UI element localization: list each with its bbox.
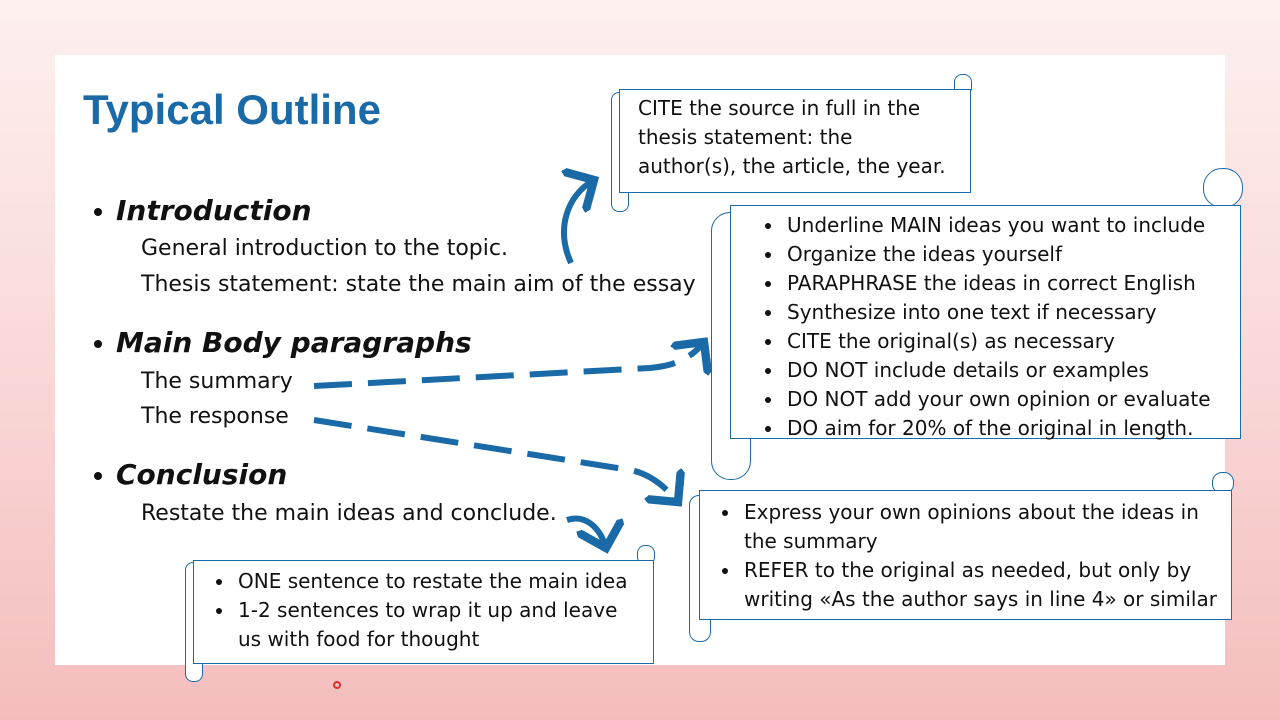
summary-item: CITE the original(s) as necessary: [761, 327, 1232, 356]
callout-summary: [730, 205, 1241, 439]
main-body-line-response: The response: [141, 404, 289, 429]
callout-response: [699, 490, 1232, 620]
arrow-conclusion-to-conclusion-callout: [567, 519, 606, 548]
arrow-response-to-response-callout: [314, 420, 678, 502]
arrow-summary-to-summary-callout: [314, 342, 704, 386]
summary-item: DO NOT add your own opinion or evaluate: [761, 385, 1232, 414]
callout-conclusion: [193, 560, 654, 664]
introduction-line-1: General introduction to the topic.: [141, 236, 508, 261]
summary-item: Organize the ideas yourself: [761, 240, 1232, 269]
callout-cite: [619, 89, 971, 193]
conclusion-list: [212, 567, 645, 654]
slide-title: Typical Outline: [83, 86, 381, 133]
conclusion-item: 1-2 sentences to wrap it up and leave us with food for thought: [212, 596, 645, 654]
cite-line-1: CITE the source in full in the: [638, 96, 921, 120]
cite-line-3: author(s), the article, the year.: [638, 154, 946, 178]
section-heading-main-body: Main Body paragraphs: [116, 326, 472, 359]
scroll-curl-top: [1203, 168, 1243, 208]
summary-item: DO aim for 20% of the original in length.: [761, 414, 1232, 443]
cite-line-2: thesis statement: the: [638, 125, 853, 149]
response-list: [718, 498, 1223, 614]
response-item: REFER to the original as needed, but only by writing «As the author says in line 4» or similar: [718, 556, 1223, 614]
summary-checklist: [761, 211, 1232, 443]
conclusion-line-1: Restate the main ideas and conclude.: [141, 501, 557, 526]
response-item: Express your own opinions about the ideas in the summary: [718, 498, 1223, 556]
summary-item: PARAPHRASE the ideas in correct English: [761, 269, 1232, 298]
main-body-line-summary: The summary: [141, 369, 293, 394]
summary-item: DO NOT include details or examples: [761, 356, 1232, 385]
introduction-line-2: Thesis statement: state the main aim of the essay: [141, 272, 696, 297]
pointer-cursor: [333, 681, 341, 689]
section-heading-introduction: Introduction: [116, 194, 312, 227]
conclusion-item: ONE sentence to restate the main idea: [212, 567, 645, 596]
section-heading-conclusion: Conclusion: [116, 458, 288, 491]
summary-item: Underline MAIN ideas you want to include: [761, 211, 1232, 240]
arrow-to-cite-callout: [564, 180, 594, 263]
summary-item: Synthesize into one text if necessary: [761, 298, 1232, 327]
